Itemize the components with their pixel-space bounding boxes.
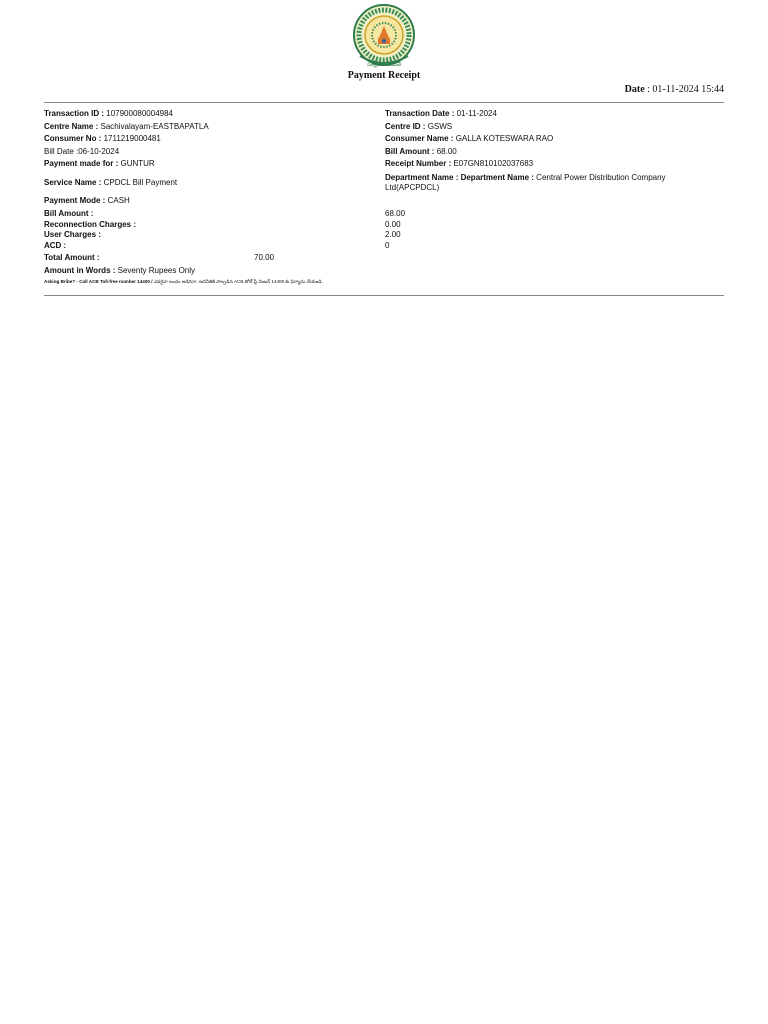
department-name-field — [385, 173, 715, 193]
transaction-date-value: 01-11-2024 — [456, 109, 497, 118]
top-divider — [44, 102, 724, 103]
total-amount-value: 70.00 — [254, 253, 275, 262]
consumer-no-value: 1711219000481 — [103, 134, 161, 143]
receipt-number-label: Receipt Number : — [385, 159, 452, 168]
department-name-label: Department Name : Department Name : — [385, 173, 534, 182]
charge-value-user-charges: 2.00 — [385, 230, 401, 239]
charge-value-reconnection: 0.00 — [385, 220, 401, 229]
payment-made-for-label: Payment made for : — [44, 159, 119, 168]
receipt-date: Date : 01-11-2024 15:44 — [624, 84, 724, 95]
bill-date-field — [44, 147, 119, 157]
centre-name-label: Centre Name : — [44, 122, 99, 131]
bill-amount-label: Bill Amount : — [385, 147, 435, 156]
department-name-value: Central Power Distribution Company Ltd(APCPDCL) — [385, 173, 666, 192]
service-name-label: Service Name : — [44, 178, 102, 187]
amount-in-words-value: Seventy Rupees Only — [117, 266, 196, 275]
payment-made-for-value: GUNTUR — [120, 159, 155, 168]
bill-date-value: 06-10-2024 — [78, 147, 120, 156]
transaction-id-label: Transaction ID : — [44, 109, 105, 118]
centre-name-field — [44, 122, 209, 132]
service-name-field — [44, 178, 177, 188]
charge-label-user-charges: User Charges : — [44, 230, 101, 239]
charge-label-reconnection: Reconnection Charges : — [44, 220, 137, 229]
page-title: Payment Receipt — [347, 70, 421, 81]
consumer-name-field — [385, 134, 553, 144]
payment-mode-value: CASH — [107, 196, 130, 205]
centre-id-label: Centre ID : — [385, 122, 426, 131]
acb-helpline-notice — [44, 279, 323, 285]
bill-amount-value: 68.00 — [436, 147, 457, 156]
date-label: Date — [624, 84, 645, 95]
charge-value-acd: 0 — [385, 241, 390, 250]
svg-text:సత్యమేవ జయతే: సత్యమేవ జయతే — [366, 62, 402, 68]
service-name-value: CPDCL Bill Payment — [103, 178, 178, 187]
consumer-no-label: Consumer No : — [44, 134, 102, 143]
amount-in-words-field — [44, 266, 195, 276]
ap-state-emblem — [350, 4, 418, 70]
consumer-no-field — [44, 134, 161, 144]
total-amount-label: Total Amount : — [44, 253, 100, 262]
receipt-number-field — [385, 159, 533, 169]
bill-amount-field — [385, 147, 457, 157]
centre-name-value: Sachivalayam-EASTBAPATLA — [100, 122, 209, 131]
amount-in-words-label: Amount in Words : — [44, 266, 116, 275]
acb-notice-telugu: ఎవరైనా లంచం అడిగినా, అవినీతికి పాల్పడిన ACB టోల్ ఫ్రీ నెంబర్ 14400 కు ఫిర్యాదు చేయండి. — [153, 279, 323, 284]
charge-label-bill-amount: Bill Amount : — [44, 209, 94, 218]
charge-label-acd: ACD : — [44, 241, 67, 250]
bill-date-label: Bill Date : — [44, 147, 79, 156]
transaction-id-field — [44, 109, 173, 119]
charge-value-bill-amount: 68.00 — [385, 209, 406, 218]
transaction-date-field — [385, 109, 497, 119]
consumer-name-value: GALLA KOTESWARA RAO — [455, 134, 554, 143]
acb-notice-english: Asking Bribe? - Call ACB Toll-free number 14400 / — [44, 279, 153, 284]
payment-made-for-field — [44, 159, 155, 169]
transaction-date-label: Transaction Date : — [385, 109, 455, 118]
payment-mode-label: Payment Mode : — [44, 196, 106, 205]
consumer-name-label: Consumer Name : — [385, 134, 454, 143]
payment-mode-field — [44, 196, 130, 206]
centre-id-field — [385, 122, 452, 132]
transaction-id-value: 107900080004984 — [106, 109, 173, 118]
bottom-divider — [44, 295, 724, 296]
receipt-number-value: E07GN810102037683 — [453, 159, 534, 168]
centre-id-value: GSWS — [427, 122, 453, 131]
date-value: 01-11-2024 15:44 — [652, 84, 724, 95]
